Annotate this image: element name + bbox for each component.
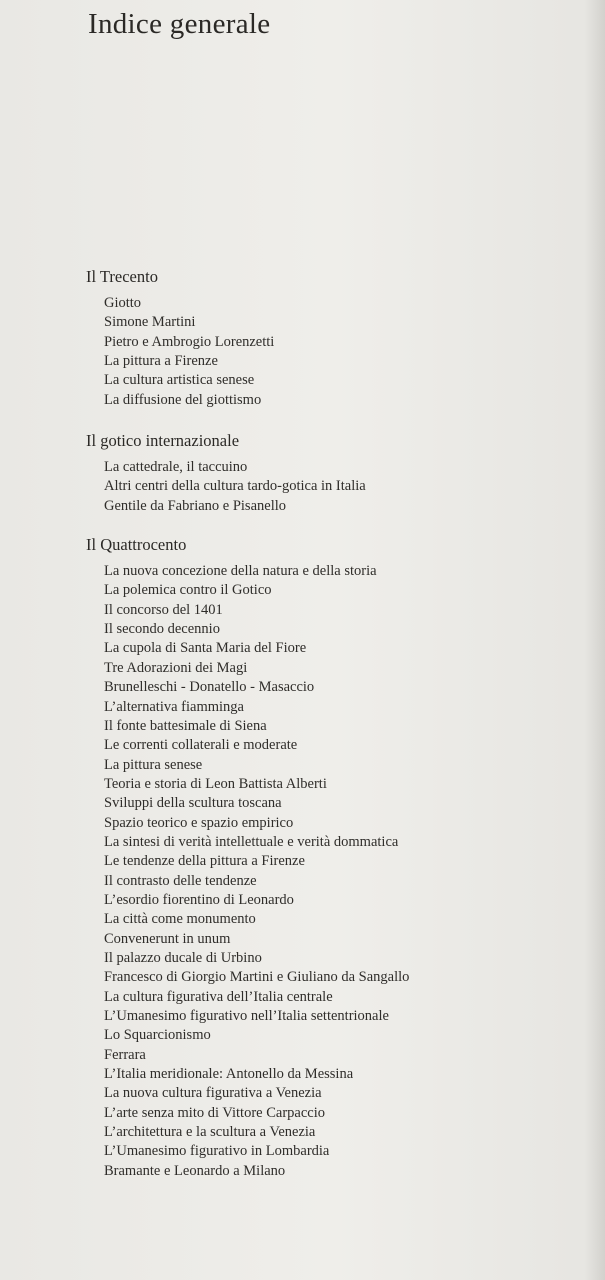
toc-entry: L’architettura e la scultura a Venezia xyxy=(104,1124,316,1141)
toc-entry: La cultura artistica senese xyxy=(104,372,255,389)
section-items xyxy=(86,458,586,516)
toc-entry: Altri centri della cultura tardo-gotica in Italia xyxy=(104,478,366,495)
toc-entry: Le correnti collaterali e moderate xyxy=(104,737,298,754)
toc-entry: L’esordio fiorentino di Leonardo xyxy=(104,891,294,908)
section-title: Il gotico internazionale xyxy=(86,431,240,451)
toc-entry: L’arte senza mito di Vittore Carpaccio xyxy=(104,1104,325,1121)
toc-entry: Lo Squarcionismo xyxy=(104,1027,211,1044)
toc-entry: Il palazzo ducale di Urbino xyxy=(104,949,262,966)
toc-entry: L’Umanesimo figurativo nell’Italia settentrionale xyxy=(104,1008,389,1024)
toc-entry: Le tendenze della pittura a Firenze xyxy=(104,853,305,870)
toc-entry: Simone Martini xyxy=(104,314,196,331)
toc-section-trecento xyxy=(86,266,586,410)
page-edge-shadow xyxy=(585,0,605,1280)
toc-entry: Pietro e Ambrogio Lorenzetti xyxy=(104,333,275,350)
toc-entry: La cupola di Santa Maria del Fiore xyxy=(104,640,307,657)
toc-entry: Gentile da Fabriano e Pisanello xyxy=(104,497,287,514)
toc-entry: La pittura a Firenze xyxy=(104,353,218,370)
section-title: Il Quattrocento xyxy=(86,535,187,555)
toc-entry: La pittura senese xyxy=(104,756,203,773)
toc-entry: La cultura figurativa dell’Italia centrale xyxy=(104,988,333,1005)
toc-entry: Sviluppi della scultura toscana xyxy=(104,795,282,812)
toc-entry: Giotto xyxy=(104,295,142,311)
toc-entry: Bramante e Leonardo a Milano xyxy=(104,1162,286,1179)
toc-entry: La polemica contro il Gotico xyxy=(104,582,272,599)
toc-entry: Il concorso del 1401 xyxy=(104,601,223,618)
toc-entry: Brunelleschi - Donatello - Masaccio xyxy=(104,679,315,696)
toc-entry: Teoria e storia di Leon Battista Alberti xyxy=(104,775,327,792)
toc-entry: Convenerunt in unum xyxy=(104,930,231,947)
section-title: Il Trecento xyxy=(86,267,158,286)
toc-entry: La nuova concezione della natura e della storia xyxy=(104,563,377,580)
page-title: Indice generale xyxy=(88,8,271,40)
toc-entry: Spazio teorico e spazio empirico xyxy=(104,814,294,831)
toc-entry: La città come monumento xyxy=(104,911,256,928)
table-of-contents xyxy=(86,266,586,1181)
toc-entry: Il secondo decennio xyxy=(104,621,220,638)
toc-entry: L’Umanesimo figurativo in Lombardia xyxy=(104,1143,330,1160)
toc-entry: La nuova cultura figurativa a Venezia xyxy=(104,1085,322,1102)
toc-section-gotico-internazionale xyxy=(86,430,586,516)
toc-entry: Il contrasto delle tendenze xyxy=(104,872,257,889)
toc-entry: Ferrara xyxy=(104,1046,146,1063)
toc-entry: La diffusione del giottismo xyxy=(104,391,262,408)
section-items xyxy=(86,294,586,410)
section-items xyxy=(86,562,586,1181)
toc-entry: L’alternativa fiamminga xyxy=(104,698,244,715)
toc-entry: La cattedrale, il taccuino xyxy=(104,459,248,476)
toc-entry: Tre Adorazioni dei Magi xyxy=(104,659,248,676)
toc-entry: L’Italia meridionale: Antonello da Messina xyxy=(104,1066,354,1083)
toc-section-quattrocento xyxy=(86,534,586,1181)
toc-entry: Francesco di Giorgio Martini e Giuliano da Sangallo xyxy=(104,969,410,986)
toc-entry: Il fonte battesimale di Siena xyxy=(104,717,267,734)
toc-entry: La sintesi di verità intellettuale e verità dommatica xyxy=(104,833,399,850)
